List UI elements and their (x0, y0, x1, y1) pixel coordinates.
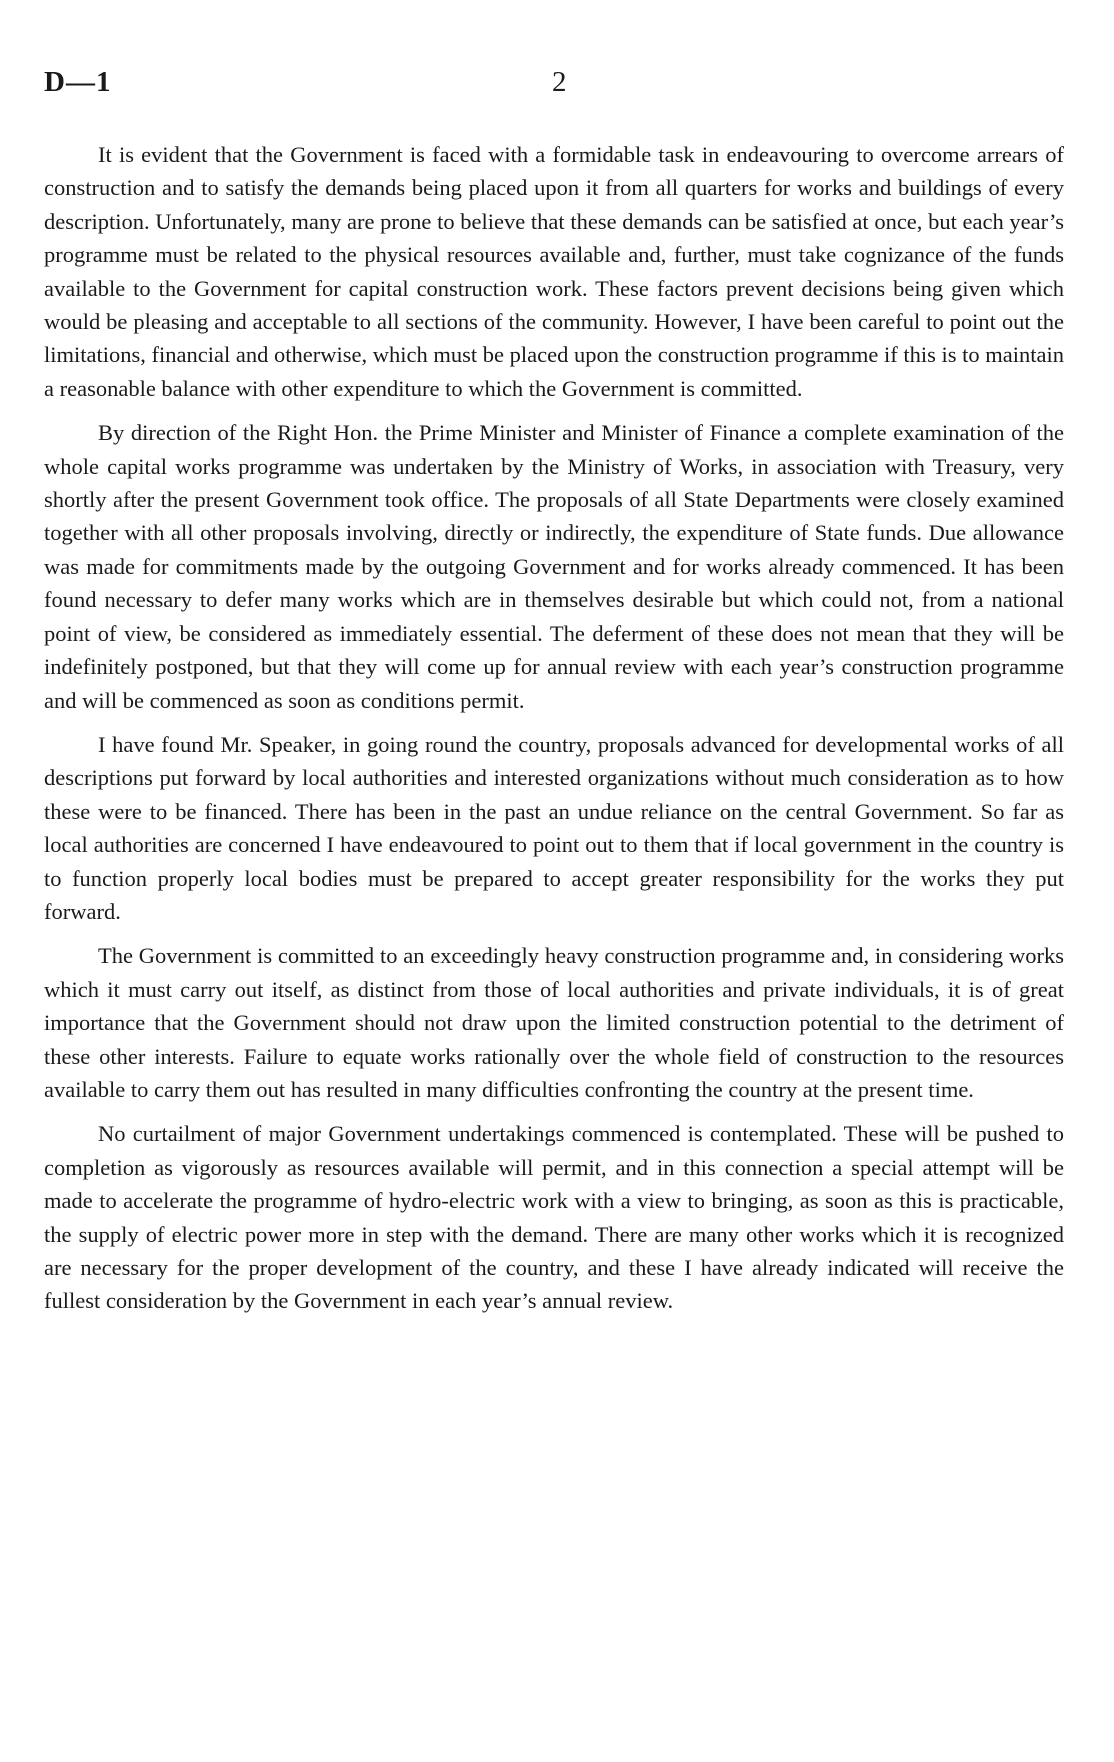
paragraph-4: The Government is committed to an exceedingly heavy construction programme and, in considering works which it must carry out itself, as distinct from those of local authorities and private individuals, it is of great importance that the Government should not draw upon the limited construction potential to the detriment of these other interests. Failure to equate works rationally over the whole field of construction to the resources available to carry them out has resulted in many difficulties confronting the country at the present time. (44, 943, 1064, 1102)
document-reference: D—1 (44, 66, 112, 98)
page-number: 2 (552, 66, 567, 98)
page-header (44, 66, 1064, 106)
paragraph-2: By direction of the Right Hon. the Prime Minister and Minister of Finance a complete examination of the whole capital works programme was undertaken by the Ministry of Works, in association with Treasury, very shortly after the present Government took office. The proposals of all State Departments were closely examined together with all other proposals involving, directly or indirectly, the expenditure of State funds. Due allowance was made for commitments made by the outgoing Government and for works already commenced. It has been found necessary to defer many works which are in themselves desirable but which could not, from a national point of view, be considered as immediately essential. The deferment of these does not mean that they will be indefinitely postponed, but that they will come up for annual review with each year’s construction programme and will be commenced as soon as conditions permit. (44, 420, 1064, 713)
paragraph-3: I have found Mr. Speaker, in going round the country, proposals advanced for developmental works of all descriptions put forward by local authorities and interested organizations without much consideration as to how these were to be financed. There has been in the past an undue reliance on the central Government. So far as local authorities are concerned I have endeavoured to point out to them that if local government in the country is to function properly local bodies must be prepared to accept greater responsibility for the works they put forward. (44, 731, 1064, 924)
document-body (44, 138, 1064, 1329)
paragraph-1: It is evident that the Government is faced with a formidable task in endeavouring to overcome arrears of construction and to satisfy the demands being placed upon it from all quarters for works and buildings of every description. Unfortunately, many are prone to believe that these demands can be satisfied at once, but each year’s programme must be related to the physical resources available and, further, must take cognizance of the funds available to the Government for capital construction work. These factors prevent decisions being given which would be pleasing and acceptable to all sections of the community. However, I have been careful to point out the limitations, financial and otherwise, which must be placed upon the construction programme if this is to maintain a reasonable balance with other expenditure to which the Government is committed. (44, 142, 1064, 401)
paragraph-5: No curtailment of major Government undertakings commenced is contemplated. These will be pushed to completion as vigorously as resources available will permit, and in this connection a special attempt will be made to accelerate the programme of hydro-electric work with a view to bringing, as soon as this is practicable, the supply of electric power more in step with the demand. There are many other works which it is recognized are necessary for the proper development of the country, and these I have already indicated will receive the fullest consideration by the Government in each year’s annual review. (44, 1121, 1064, 1314)
